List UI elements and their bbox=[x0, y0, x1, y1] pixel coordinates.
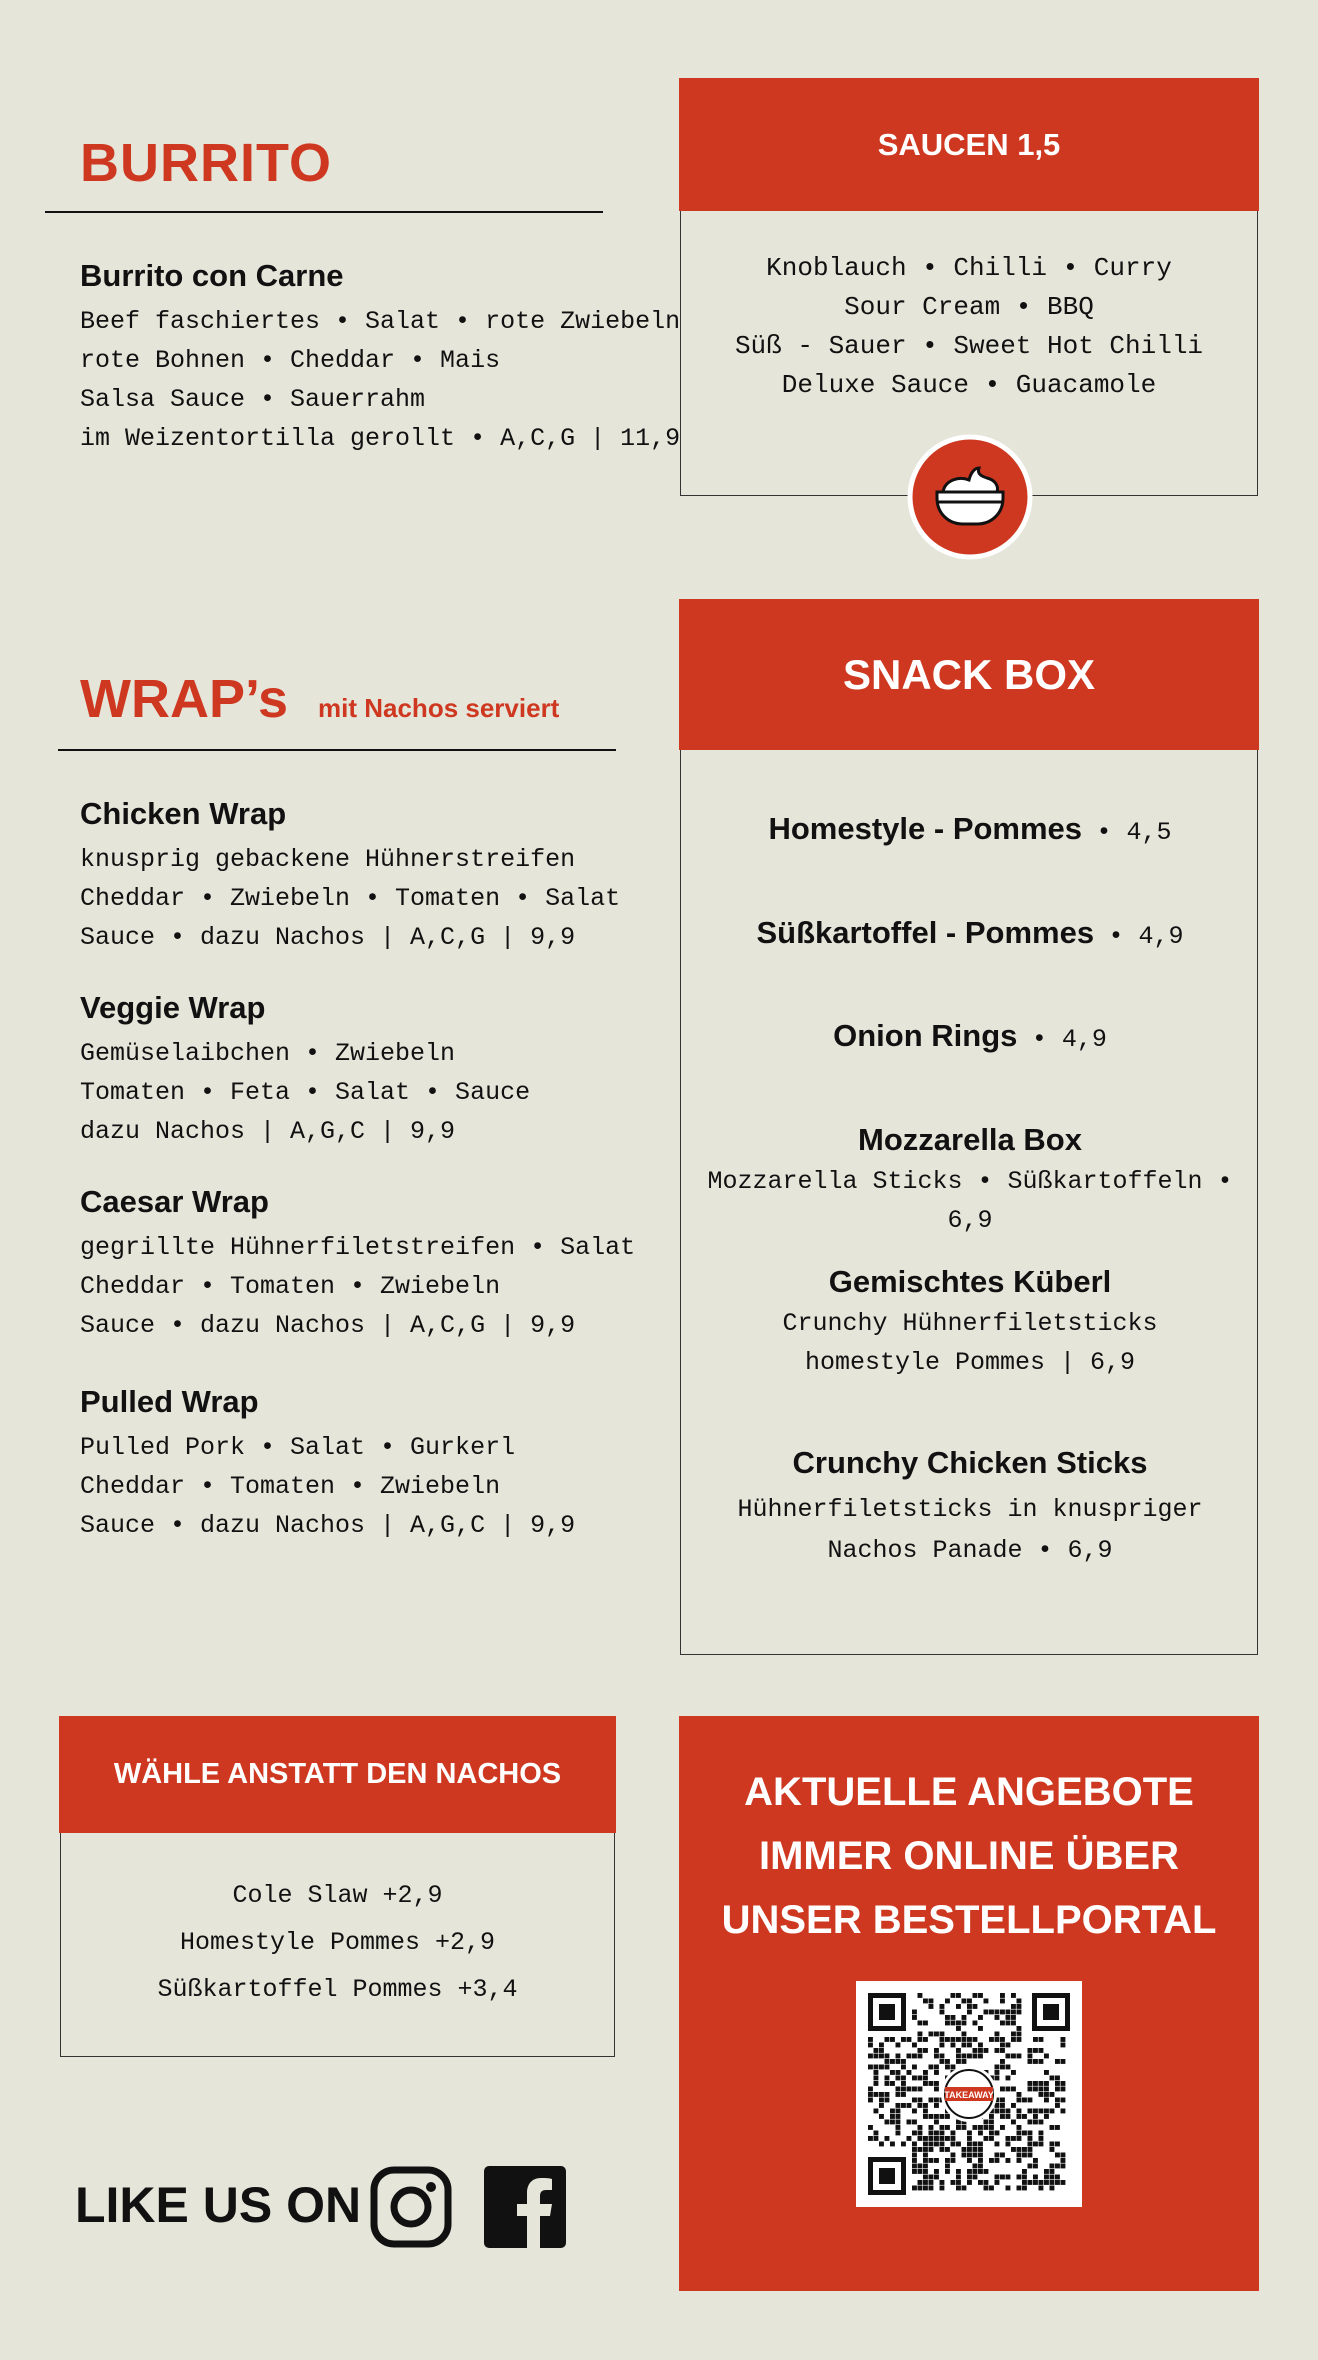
wraps-section-title: WRAP’s bbox=[80, 669, 289, 729]
menu-item-title: Pulled Wrap bbox=[80, 1384, 259, 1419]
wrap-item bbox=[80, 990, 640, 1151]
burrito-divider bbox=[45, 211, 603, 213]
wrap-item bbox=[80, 796, 640, 957]
alternatives-header bbox=[59, 1716, 616, 1833]
alternative-option: Homestyle Pommes +2,9 bbox=[179, 1928, 496, 1957]
snack-box-title: SNACK BOX bbox=[842, 650, 1096, 698]
snack-item-title: Süßkartoffel - Pommes bbox=[756, 915, 1095, 950]
snack-item bbox=[681, 915, 1259, 951]
instagram-icon[interactable] bbox=[370, 2166, 452, 2248]
burrito-item bbox=[80, 258, 681, 458]
promo-panel bbox=[679, 1716, 1259, 2291]
wraps-header bbox=[80, 668, 559, 730]
alternatives-title: WÄHLE ANSTATT DEN NACHOS bbox=[113, 1758, 562, 1790]
snack-item-title: Mozzarella Box bbox=[858, 1122, 1082, 1157]
menu-item-title: Veggie Wrap bbox=[80, 990, 266, 1025]
menu-item-title: Caesar Wrap bbox=[80, 1184, 269, 1219]
menu-item-title: Chicken Wrap bbox=[80, 796, 287, 831]
snack-item-title: Homestyle - Pommes bbox=[768, 811, 1083, 846]
burrito-section-title: BURRITO bbox=[80, 133, 333, 193]
wrap-item bbox=[80, 1384, 640, 1545]
sauces-header bbox=[679, 78, 1259, 211]
snack-item-price: • 4,5 bbox=[1096, 818, 1172, 847]
qr-code[interactable] bbox=[856, 1981, 1082, 2207]
sauces-title: SAUCEN 1,5 bbox=[877, 126, 1061, 162]
facebook-icon[interactable] bbox=[484, 2166, 566, 2248]
wrap-item bbox=[80, 1184, 640, 1345]
social-label: LIKE US ON bbox=[75, 2177, 362, 2233]
menu-item-title: Burrito con Carne bbox=[80, 258, 344, 293]
snack-item-price: • 4,9 bbox=[1108, 922, 1184, 951]
snack-item bbox=[681, 1122, 1259, 1240]
menu-item-description: knusprig gebackene Hühnerstreifen Cheddar • Zwiebeln • Tomaten • Salat Sauce • dazu Nachos | A,C,G | 9,9 bbox=[80, 845, 621, 952]
menu-item-description: gegrillte Hühnerfiletstreifen • Salat Cheddar • Tomaten • Zwiebeln Sauce • dazu Nachos | A,C,G | 9,9 bbox=[80, 1233, 636, 1340]
snack-item bbox=[681, 1018, 1259, 1054]
snack-item bbox=[681, 811, 1259, 847]
alternatives-panel bbox=[60, 1833, 615, 2057]
snack-item-title: Gemischtes Küberl bbox=[828, 1264, 1112, 1299]
qr-logo-label: TAKEAWAY bbox=[944, 2090, 994, 2100]
snack-item-description: Mozzarella Sticks • Süßkartoffeln • 6,9 bbox=[707, 1167, 1233, 1235]
alternative-option: Cole Slaw +2,9 bbox=[232, 1881, 443, 1910]
snack-item-title: Crunchy Chicken Sticks bbox=[792, 1445, 1148, 1480]
snack-item bbox=[681, 1445, 1259, 1571]
sauce-bowl-icon bbox=[907, 434, 1033, 560]
snack-item bbox=[681, 1264, 1259, 1382]
snack-box-panel bbox=[680, 750, 1258, 1655]
wraps-subtitle: mit Nachos serviert bbox=[318, 693, 560, 723]
menu-item-description: Beef faschiertes • Salat • rote Zwiebeln rote Bohnen • Cheddar • Mais Salsa Sauce • Sauerrahm im Weizentortilla gerollt • A,C,G | 11,9 bbox=[80, 307, 681, 453]
menu-item-description: Pulled Pork • Salat • Gurkerl Cheddar • Tomaten • Zwiebeln Sauce • dazu Nachos | A,G,C | 9,9 bbox=[80, 1433, 576, 1540]
snack-item-description: Hühnerfiletsticks in knuspriger Nachos Panade • 6,9 bbox=[737, 1495, 1203, 1565]
promo-text: AKTUELLE ANGEBOTE IMMER ONLINE ÜBER UNSER BESTELLPORTAL bbox=[721, 1770, 1217, 1942]
snack-item-description: Crunchy Hühnerfiletsticks homestyle Pommes | 6,9 bbox=[782, 1309, 1158, 1377]
snack-item-title: Onion Rings bbox=[833, 1018, 1018, 1053]
snack-box-header bbox=[679, 599, 1259, 750]
alternative-option: Süßkartoffel Pommes +3,4 bbox=[157, 1975, 518, 2004]
snack-item-price: • 4,9 bbox=[1031, 1025, 1107, 1054]
menu-item-description: Gemüselaibchen • Zwiebeln Tomaten • Feta • Salat • Sauce dazu Nachos | A,G,C | 9,9 bbox=[80, 1039, 531, 1146]
wraps-divider bbox=[58, 749, 616, 751]
sauces-list: Knoblauch • Chilli • Curry Sour Cream • BBQ Süß - Sauer • Sweet Hot Chilli Deluxe Sauce • Guacamole bbox=[734, 253, 1204, 400]
